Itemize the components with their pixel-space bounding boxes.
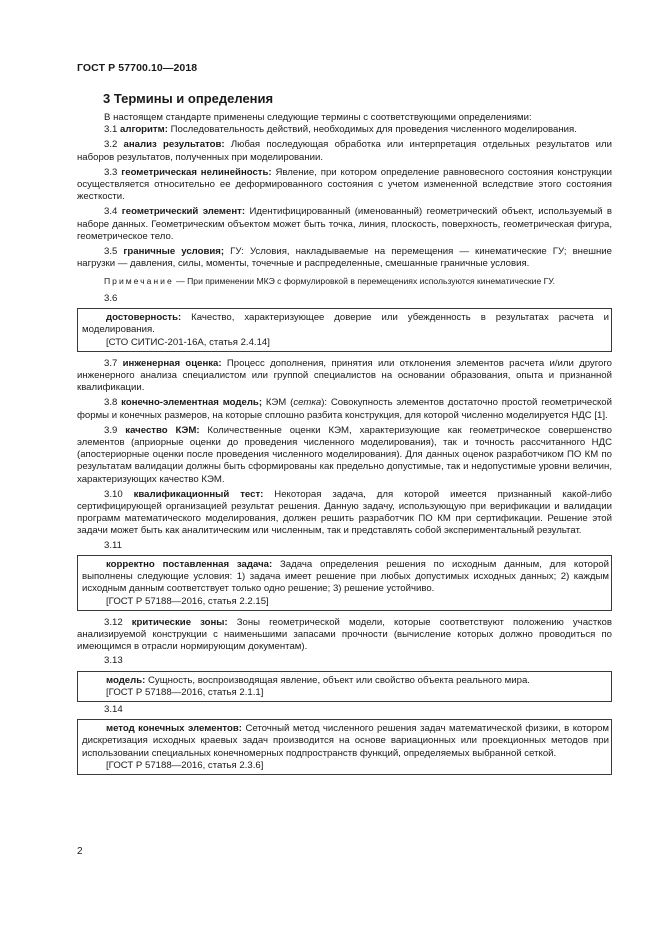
document-body [77, 112, 612, 775]
term-3-14-box [77, 719, 612, 775]
term-definition: Явление, при котором определение равновесного состояния конструкции осуществляется относительно ее деформированного состояния с учетом измененной вследствие этого состояния жесткости. [77, 166, 612, 203]
term-definition: Количественные оценки КЭМ, характеризующие как геометрическое совершенство элементов (априорные оценки до проведения численного моделирования), так и точность рассчитанного НДС (апостериорные оценки после проведения численного моделирования). Для данных оценок разработчиком ПО КМ по результатам валидации должны быть сформированы как предельно допустимые, так и недопустимые уровни величин, характеризующих качество КЭМ. [77, 424, 612, 485]
term-3-13 [82, 675, 609, 687]
term-number: 3.5 [104, 246, 124, 258]
section-title: 3 Термины и определения [103, 91, 274, 106]
term-3-7 [77, 358, 612, 395]
term-definition: Последовательность действий, необходимых для проведения численного моделирования. [167, 124, 577, 136]
term-name: конечно-элементная модель; [121, 397, 263, 409]
term-number: 3.8 [104, 397, 122, 409]
term-3-8: 3.8 конечно-элементная модель; КЭМ (сетка): Совокупность элементов достаточно простой геометрической формы и конечных размеров, на которые сплошно разбита конструкция, для которой численно моделируется НДС [1]. [77, 397, 612, 421]
term-definition: Сущность, воспроизводящая явление, объект или свойство объекта реального мира. [145, 674, 530, 686]
term-definition: Задача определения решения по исходным данным, для которой выполнены следующие условия: 1) задача имеет решение при любых допустимых исходных данных; 2) каждым исходным данным соответствует только одно решение; 3) решение устойчиво. [82, 558, 609, 595]
term-definition: Любая последующая обработка или интерпретация отдельных результатов или наборов результатов, полученных при моделировании. [77, 139, 612, 163]
term-3-11-number: 3.11 [104, 539, 122, 551]
term-number: 3.4 [104, 206, 122, 218]
term-3-5 [77, 246, 612, 270]
term-definition: Сеточный метод численного решения задач математической физики, в котором дискретизация исходных краевых задач производится на основе вариационных или проекционных методов при использовании специальных конечномерных подпространств функций, определяемых выбранной сеткой. [82, 723, 610, 759]
term-reference: [СТО СИТИС-201-16А, статья 2.4.14] [106, 336, 270, 348]
term-number: 3.2 [104, 139, 124, 151]
term-definition: Процесс дополнения, принятия или отклонения элементов расчета и/или другого инженерного анализа специалистом или группой специалистов на основании образования, опыта и признанной квалификации. [77, 357, 612, 394]
term-name: геометрический элемент: [121, 206, 246, 218]
term-number: 3.10 [104, 488, 134, 500]
term-reference: [ГОСТ Р 57188—2016, статья 2.2.15] [106, 595, 269, 607]
term-3-11-box [77, 555, 612, 611]
term-definition: Идентифицированный (именованный) геометрический объект, используемый в наборе данных. Геометрическим объектом может быть точка, линия, плоскость, поверхность, геометрическая фигура, геометрическое тело. [77, 206, 613, 242]
term-name: качество КЭМ: [125, 424, 200, 436]
term-3-10 [77, 489, 612, 538]
term-name: инженерная оценка: [122, 357, 222, 369]
term-number: 3.7 [104, 357, 123, 369]
term-name: достоверность: [106, 312, 182, 324]
term-name: корректно поставленная задача: [106, 558, 273, 570]
term-name: критические зоны: [131, 616, 228, 628]
term-reference: [ГОСТ Р 57188—2016, статья 2.3.6] [106, 759, 264, 771]
term-number: 3.3 [104, 166, 122, 178]
term-number: 3.1 [104, 124, 121, 136]
term-3-13-box [77, 671, 612, 702]
note-text: — При применении МКЭ с формулировкой в перемещениях используются кинематические ГУ. [173, 276, 555, 287]
term-name: квалификационный тест: [133, 488, 264, 500]
term-3-4 [77, 206, 612, 243]
term-alias: сетка [293, 397, 322, 409]
term-name: геометрическая нелинейность: [121, 166, 272, 178]
term-3-12 [77, 617, 612, 654]
term-name: анализ результатов: [123, 139, 225, 151]
term-number: 3.12 [104, 616, 132, 628]
note-label: Примечание [104, 276, 174, 287]
term-3-2 [77, 139, 612, 163]
term-3-14-number: 3.14 [104, 703, 123, 715]
term-3-1 [77, 124, 612, 136]
term-definition: Зоны геометрической модели, которые соответствуют положению участков анализируемой конструкции с наименьшими запасами прочности (вычисление которых должно проводиться по имеющимся в отрасли нормирующим документам). [77, 616, 612, 653]
term-reference: [ГОСТ Р 57188—2016, статья 2.1.1] [106, 686, 264, 698]
note-paragraph [77, 276, 612, 288]
term-definition: ГУ: Условия, накладываемые на перемещения — кинематические ГУ; внешние нагрузки — давления, силы, моменты, точечные и распределенные, смешанные граничные условия. [77, 246, 612, 270]
document-header: ГОСТ Р 57700.10—2018 [77, 62, 198, 74]
term-3-13-number: 3.13 [104, 655, 123, 667]
term-definition: Качество, характеризующее доверие или убежденность в результатах расчета и моделирования. [82, 312, 609, 336]
page-number: 2 [77, 846, 83, 857]
term-number: 3.9 [104, 424, 126, 436]
term-3-3 [77, 167, 612, 204]
term-3-14 [82, 723, 609, 760]
term-3-9 [77, 425, 612, 486]
term-name: алгоритм: [120, 124, 168, 136]
term-name: модель: [106, 674, 146, 686]
term-name: метод конечных элементов: [106, 723, 242, 735]
term-3-11 [82, 559, 609, 596]
term-3-6-box [77, 308, 612, 352]
term-name: граничные условия; [123, 246, 225, 258]
term-definition: Некоторая задача, для которой имеется признанный какой-либо сертифицирующей организацией результат решения. Данную задачу, использующую при верификации и валидации программ математического моделирования, должен решить разработчик ПО КМ при сертификации. Решение этой задачи может быть как аналитическим или численным, так и представлять собой экспериментальный результат. [77, 488, 613, 537]
term-3-6 [82, 312, 609, 336]
intro-paragraph: В настоящем стандарте применены следующие термины с соответствующими определениями: [104, 112, 532, 123]
term-3-6-number: 3.6 [104, 293, 118, 305]
